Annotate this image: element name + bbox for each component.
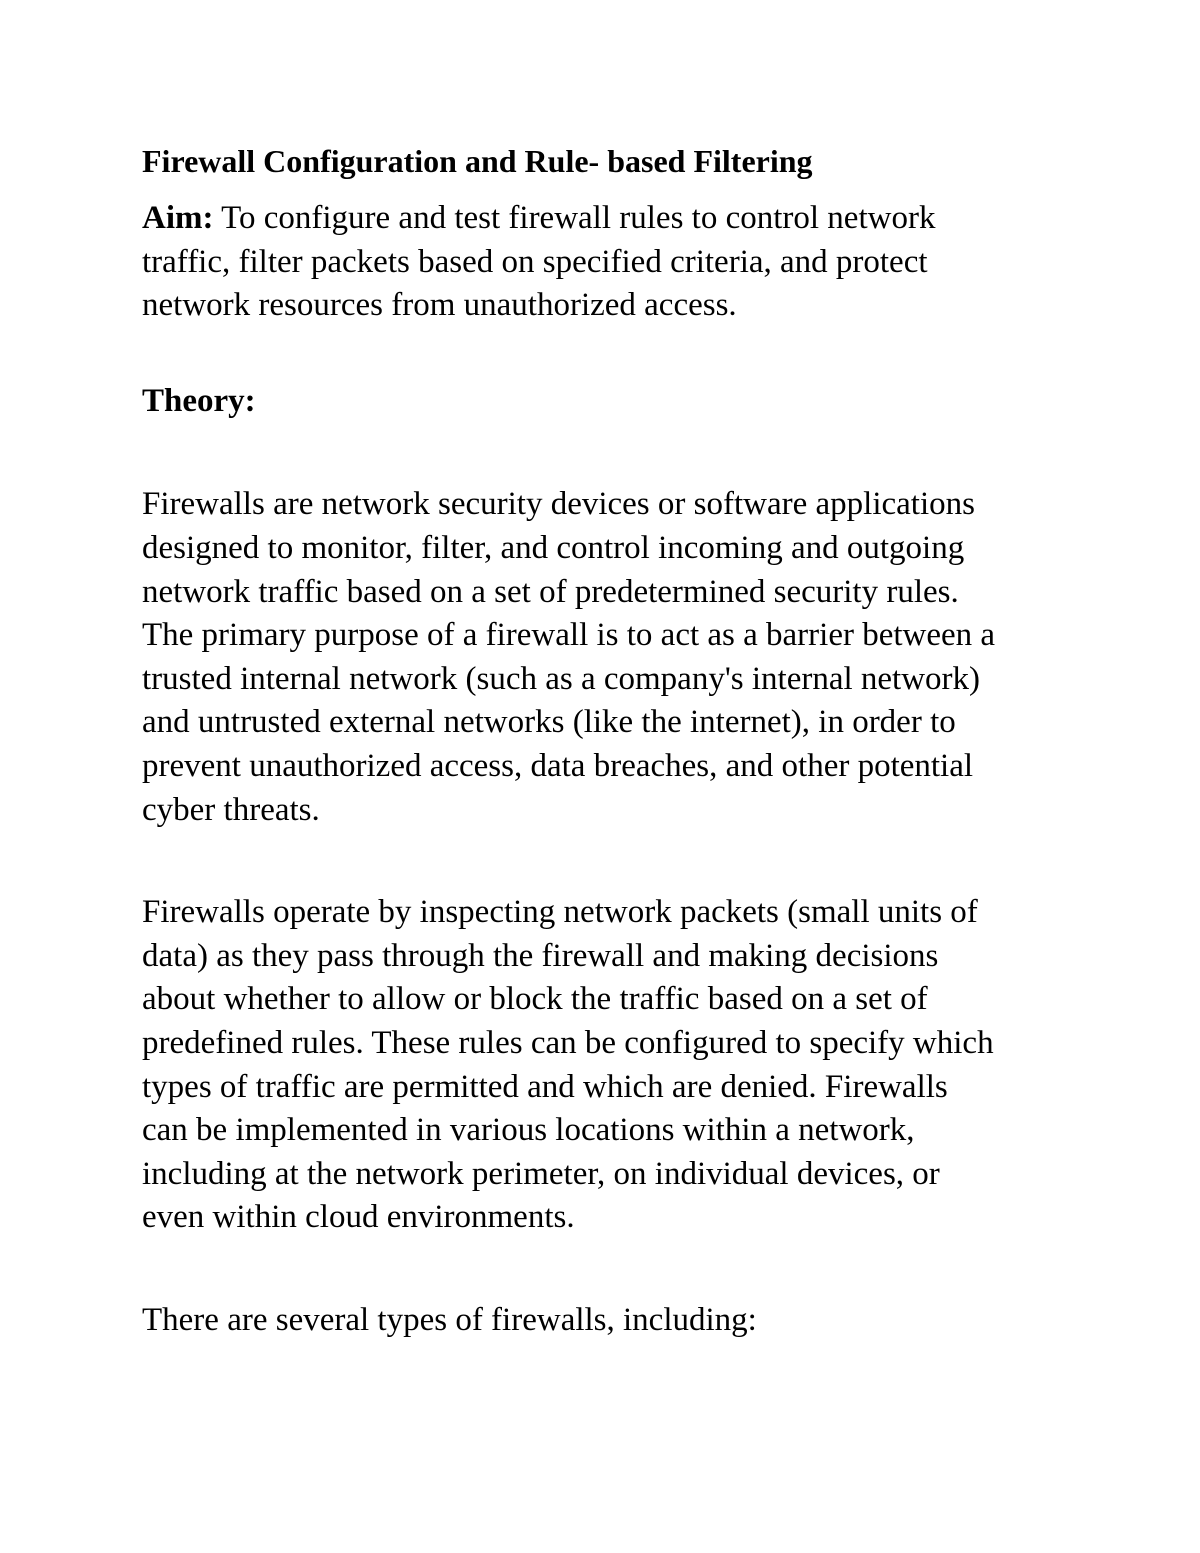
theory-paragraph-3 — [142, 1299, 1062, 1343]
paragraph-line: prevent unauthorized access, data breaches, and other potential — [142, 747, 974, 784]
aim-label: Aim: — [142, 200, 214, 236]
paragraph-line: even within cloud environments. — [142, 1199, 575, 1236]
paragraph-line: types of traffic are permitted and which are denied. Firewalls — [142, 1068, 948, 1105]
aim-text: To configure and test firewall rules to control network — [213, 200, 936, 236]
document-title: Firewall Configuration and Rule- based Filtering — [142, 143, 813, 179]
paragraph-line: Firewalls operate by inspecting network packets (small units of — [142, 894, 978, 931]
paragraph-line: about whether to allow or block the traffic based on a set of — [142, 981, 928, 1018]
paragraph-line: and untrusted external networks (like the internet), in order to — [142, 704, 956, 741]
paragraph-line: trusted internal network (such as a company's internal network) — [142, 660, 981, 697]
theory-paragraph-2 — [142, 891, 1062, 1240]
paragraph-line: data) as they pass through the firewall and making decisions — [142, 937, 939, 974]
paragraph-line: The primary purpose of a firewall is to act as a barrier between a — [142, 617, 996, 654]
document-page — [142, 140, 1062, 1342]
aim-paragraph — [142, 197, 1062, 328]
paragraph-line: predefined rules. These rules can be configured to specify which — [142, 1024, 994, 1061]
aim-line: traffic, filter packets based on specified criteria, and protect — [142, 243, 928, 280]
paragraph-line: Firewalls are network security devices or software applications — [142, 486, 975, 523]
aim-line — [142, 197, 1062, 241]
paragraph-line: network traffic based on a set of predetermined security rules. — [142, 573, 959, 610]
paragraph-line: cyber threats. — [142, 791, 320, 828]
theory-paragraph-1 — [142, 483, 1062, 832]
paragraph-line: including at the network perimeter, on individual devices, or — [142, 1155, 940, 1192]
aim-line: network resources from unauthorized access. — [142, 287, 737, 324]
paragraph-line: can be implemented in various locations within a network, — [142, 1112, 915, 1149]
paragraph-line: designed to monitor, filter, and control incoming and outgoing — [142, 529, 965, 566]
paragraph-line: There are several types of firewalls, including: — [142, 1301, 757, 1338]
theory-heading: Theory: — [142, 382, 256, 419]
